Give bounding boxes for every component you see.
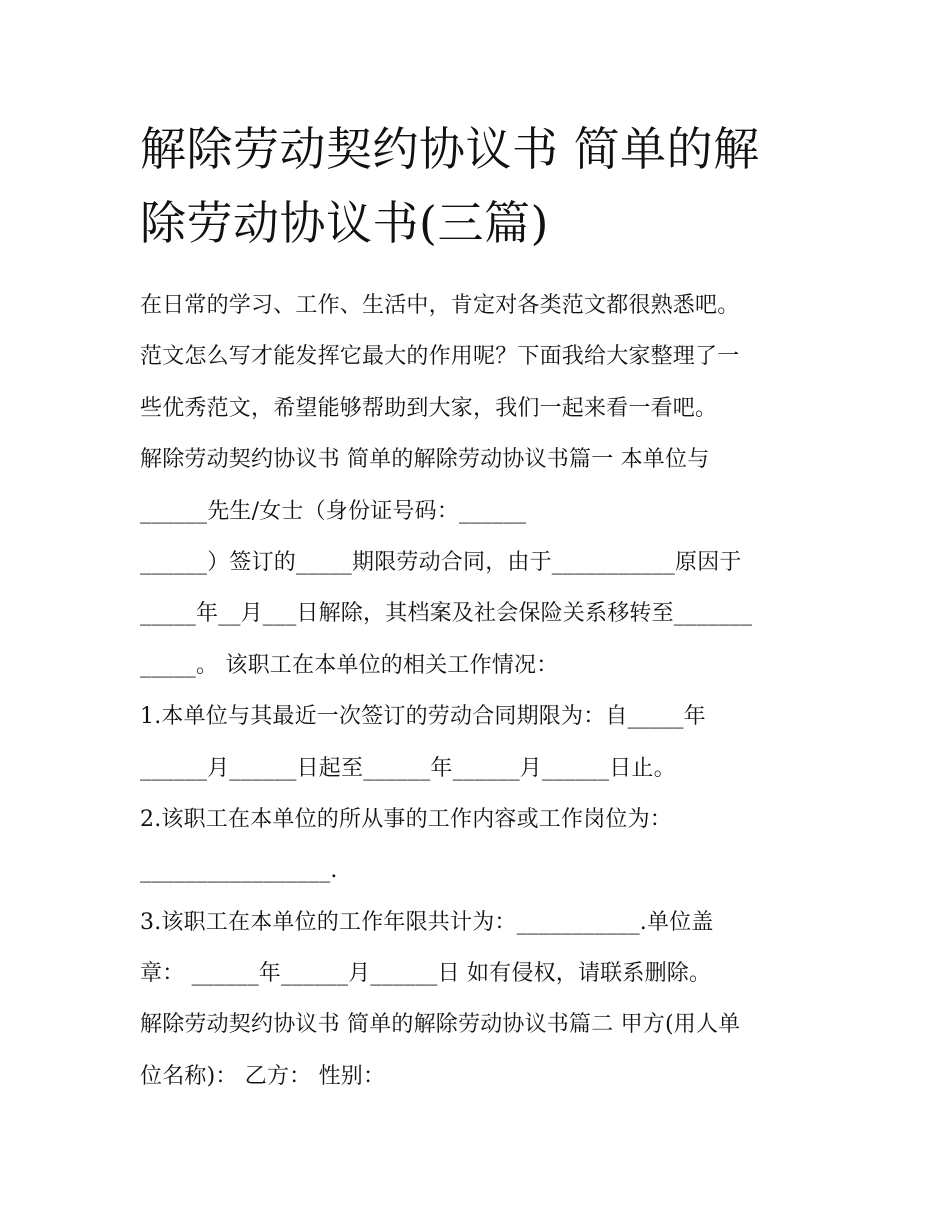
body-line: ______）签订的_____期限劳动合同，由于___________原因于 — [140, 549, 742, 575]
body-line: 3.该职工在本单位的工作年限共计为：___________.单位盖 — [140, 909, 714, 935]
document-page — [140, 112, 820, 1102]
body-line: 在日常的学习、工作、生活中，肯定对各类范文都很熟悉吧。 — [140, 293, 740, 318]
body-line: 些优秀范文，希望能够帮助到大家，我们一起来看一看吧。 — [140, 395, 718, 421]
body-line: 范文怎么写才能发挥它最大的作用呢？下面我给大家整理了一 — [140, 344, 740, 370]
body-line: 2.该职工在本单位的所从事的工作内容或工作岗位为： — [140, 806, 672, 832]
document-title — [140, 112, 820, 260]
body-line: ______先生/女士（身份证号码：______ — [140, 498, 527, 524]
body-line: 位名称)： 乙方： 性别： — [140, 1063, 386, 1089]
body-line: 解除劳动契约协议书 简单的解除劳动协议书篇一 本单位与 — [140, 447, 710, 473]
body-line: 解除劳动契约协议书 简单的解除劳动协议书篇二 甲方(用人单 — [140, 1012, 741, 1038]
title-line: 除劳动协议书(三篇) — [140, 196, 549, 250]
title-line: 解除劳动契约协议书 简单的解 — [140, 122, 760, 176]
body-line: _____年__月___日解除，其档案及社会保险关系移转至_______ — [140, 601, 753, 627]
body-line: 1.本单位与其最近一次签订的劳动合同期限为：自_____年 — [140, 704, 706, 730]
body-line: 章： ______年______月______日 如有侵权，请联系删除。 — [140, 961, 712, 987]
body-line: ______月______日起至______年______月______日止。 — [140, 755, 676, 781]
document-body — [140, 280, 820, 1102]
body-line: _________________. — [140, 858, 338, 884]
body-line: _____。 该职工在本单位的相关工作情况： — [140, 652, 559, 678]
